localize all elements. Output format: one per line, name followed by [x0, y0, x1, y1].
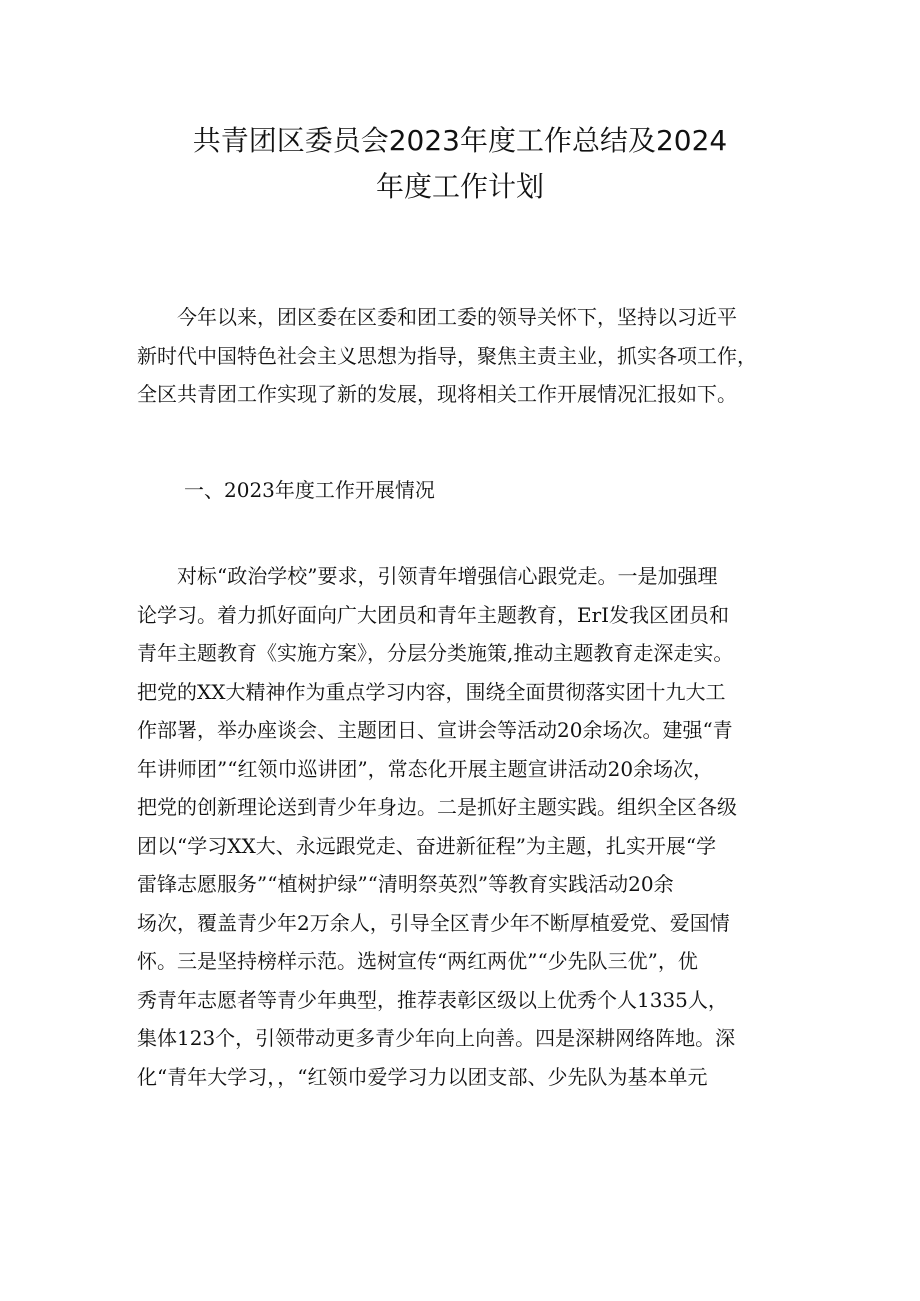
paragraph-line: 秀青年志愿者等青少年典型，推荐表彰区级以上优秀个人1335人， — [137, 987, 728, 1012]
title-line-1: 共青团区委员会2023年度工作总结及2024 — [192, 124, 728, 157]
paragraph-line: 作部署，举办座谈会、主题团日、宣讲会等活动20余场次。建强“青 — [137, 718, 733, 742]
paragraph-line: 团以“学习XX大、永远跟党走、奋进新征程”为主题，扎实开展“学 — [137, 833, 717, 858]
paragraph-line: 青年主题教育《实施方案》，分层分类施策,推动主题教育走深走实。 — [137, 641, 734, 665]
intro-line: 全区共青团工作实现了新的发展，现将相关工作开展情况汇报如下。 — [137, 382, 737, 406]
section-paragraph — [137, 557, 792, 1096]
section-heading: 一、2023年度工作开展情况 — [184, 478, 435, 502]
intro-paragraph — [137, 298, 792, 414]
paragraph-line: 对标“政治学校”要求，引领青年增强信心跟党走。一是加强理 — [137, 564, 718, 588]
paragraph-line: 化“青年大学习，，“红领巾爱学习力以团支部、少先队为基本单元 — [137, 1064, 708, 1089]
paragraph-line: 怀。三是坚持榜样示范。选树宣传“两红两优”“少先队三优”，优 — [137, 949, 698, 973]
paragraph-line: 集体123个，引领带动更多青少年向上向善。四是深耕网络阵地。深 — [137, 1026, 736, 1050]
paragraph-line: 把党的创新理论送到青少年身边。二是抓好主题实践。组织全区各级 — [137, 795, 737, 819]
paragraph-line: 把党的XX大精神作为重点学习内容，围绕全面贯彻落实团十九大工 — [137, 679, 726, 704]
paragraph-line: 论学习。着力抓好面向广大团员和青年主题教育，ErI发我区团员和 — [137, 602, 730, 627]
intro-line: 今年以来，团区委在区委和团工委的领导关怀下，坚持以习近平 — [137, 305, 737, 329]
document-title — [120, 118, 800, 210]
paragraph-line: 年讲师团”“红领巾巡讲团”，常态化开展主题宣讲活动20余场次， — [137, 756, 714, 781]
paragraph-line: 雷锋志愿服务”“植树护绿”“清明祭英烈”等教育实践活动20余 — [137, 872, 674, 896]
title-line-2: 年度工作计划 — [375, 170, 544, 203]
intro-line: 新时代中国特色社会主义思想为指导，聚焦主责主业，抓实各项工作， — [137, 343, 757, 368]
paragraph-line: 场次，覆盖青少年2万余人，引导全区青少年不断厚植爱党、爱国情 — [137, 910, 730, 935]
